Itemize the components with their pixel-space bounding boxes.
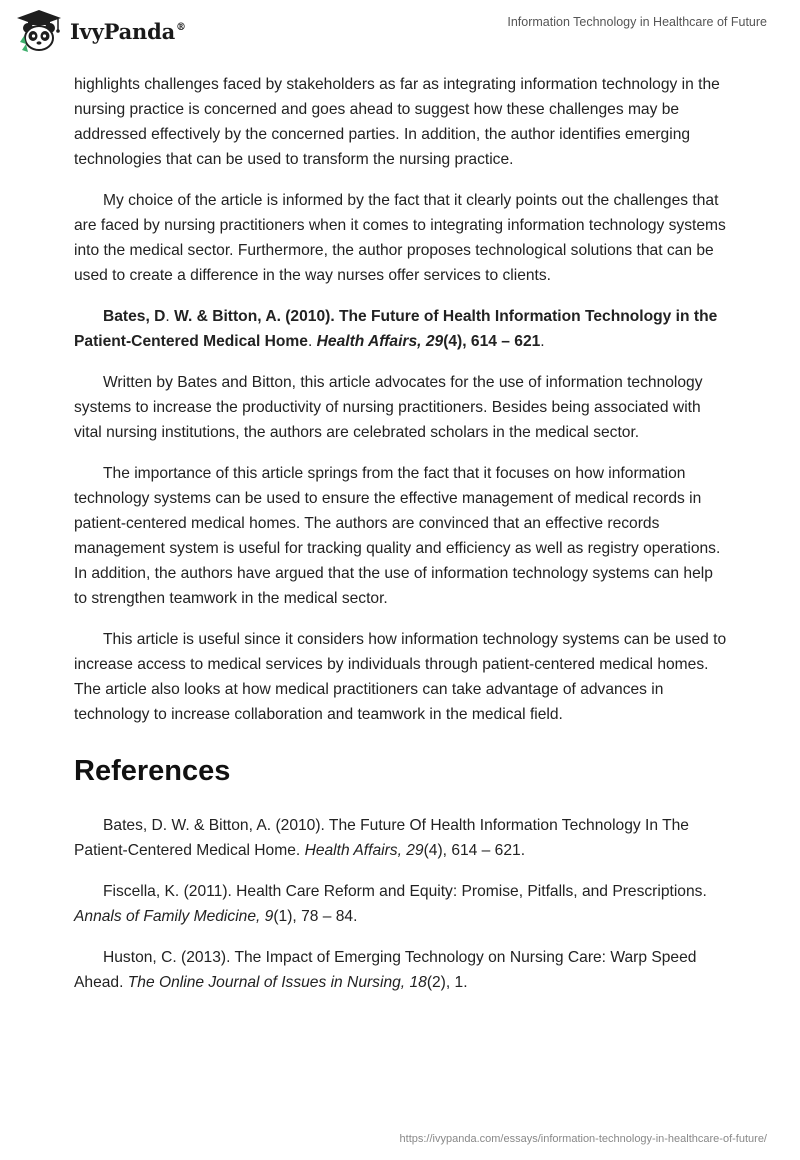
paragraph: Written by Bates and Bitton, this article advocates for the use of information technology systems to increase the productivity of nursing practitioners. Besides being associated with vital nursing institutions, the authors are celebrated scholars in the medical sector. <box>74 374 703 441</box>
article-citation: Bates, D. W. & Bitton, A. (2010). The Future of Health Information Technology in the Patient-Centered Medical Home. Health Affairs, 29(4), 614 – 621. <box>74 308 718 350</box>
paragraph: This article is useful since it considers how information technology systems can be used to increase access to medical services by individuals through patient-centered medical homes. The article also looks at how medical practitioners can take advantage of advances in technology to increase collaboration and teamwork in the medical field. <box>74 631 727 723</box>
brand-name: IvyPanda® <box>70 18 186 44</box>
source-url-link[interactable]: https://ivypanda.com/essays/information-technology-in-healthcare-of-future/ <box>399 1133 767 1145</box>
reference-item: Fiscella, K. (2011). Health Care Reform and Equity: Promise, Pitfalls, and Prescriptions. Annals of Family Medicine, 9(1), 78 – 84. <box>74 883 707 925</box>
paragraph: My choice of the article is informed by the fact that it clearly points out the challenges that are faced by nursing practitioners when it comes to integrating information technology systems into the medical sector. Furthermore, the author proposes technological solutions that can be used to create a difference in the way nurses offer services to clients. <box>74 192 726 284</box>
paragraph: highlights challenges faced by stakeholders as far as integrating information technology in the nursing practice is concerned and goes ahead to suggest how these challenges may be addressed effectively by the concerned parties. In addition, the author identifies emerging technologies that can be used to transform the nursing practice. <box>74 76 720 168</box>
ivypanda-logo[interactable] <box>14 8 186 54</box>
paragraph: The importance of this article springs from the fact that it focuses on how information technology systems can be used to ensure the effective management of medical records in patient-centered medical homes. The authors are convinced that an effective records management system is useful for tracking quality and efficiency as well as registry operations. In addition, the authors have argued that the use of information technology systems can help to strengthen teamwork in the medical sector. <box>74 465 721 607</box>
panda-graduate-icon <box>14 8 64 54</box>
page-header <box>0 0 800 64</box>
reference-item: Huston, C. (2013). The Impact of Emerging Technology on Nursing Care: Warp Speed Ahead. The Online Journal of Issues in Nursing, 18(2), 1. <box>74 949 697 991</box>
reference-item: Bates, D. W. & Bitton, A. (2010). The Future Of Health Information Technology In The Patient-Centered Medical Home. Health Affairs, 29(4), 614 – 621. <box>74 817 689 859</box>
document-title: Information Technology in Healthcare of Future <box>507 15 767 29</box>
essay-content <box>74 72 730 1011</box>
references-heading: References <box>74 755 231 787</box>
